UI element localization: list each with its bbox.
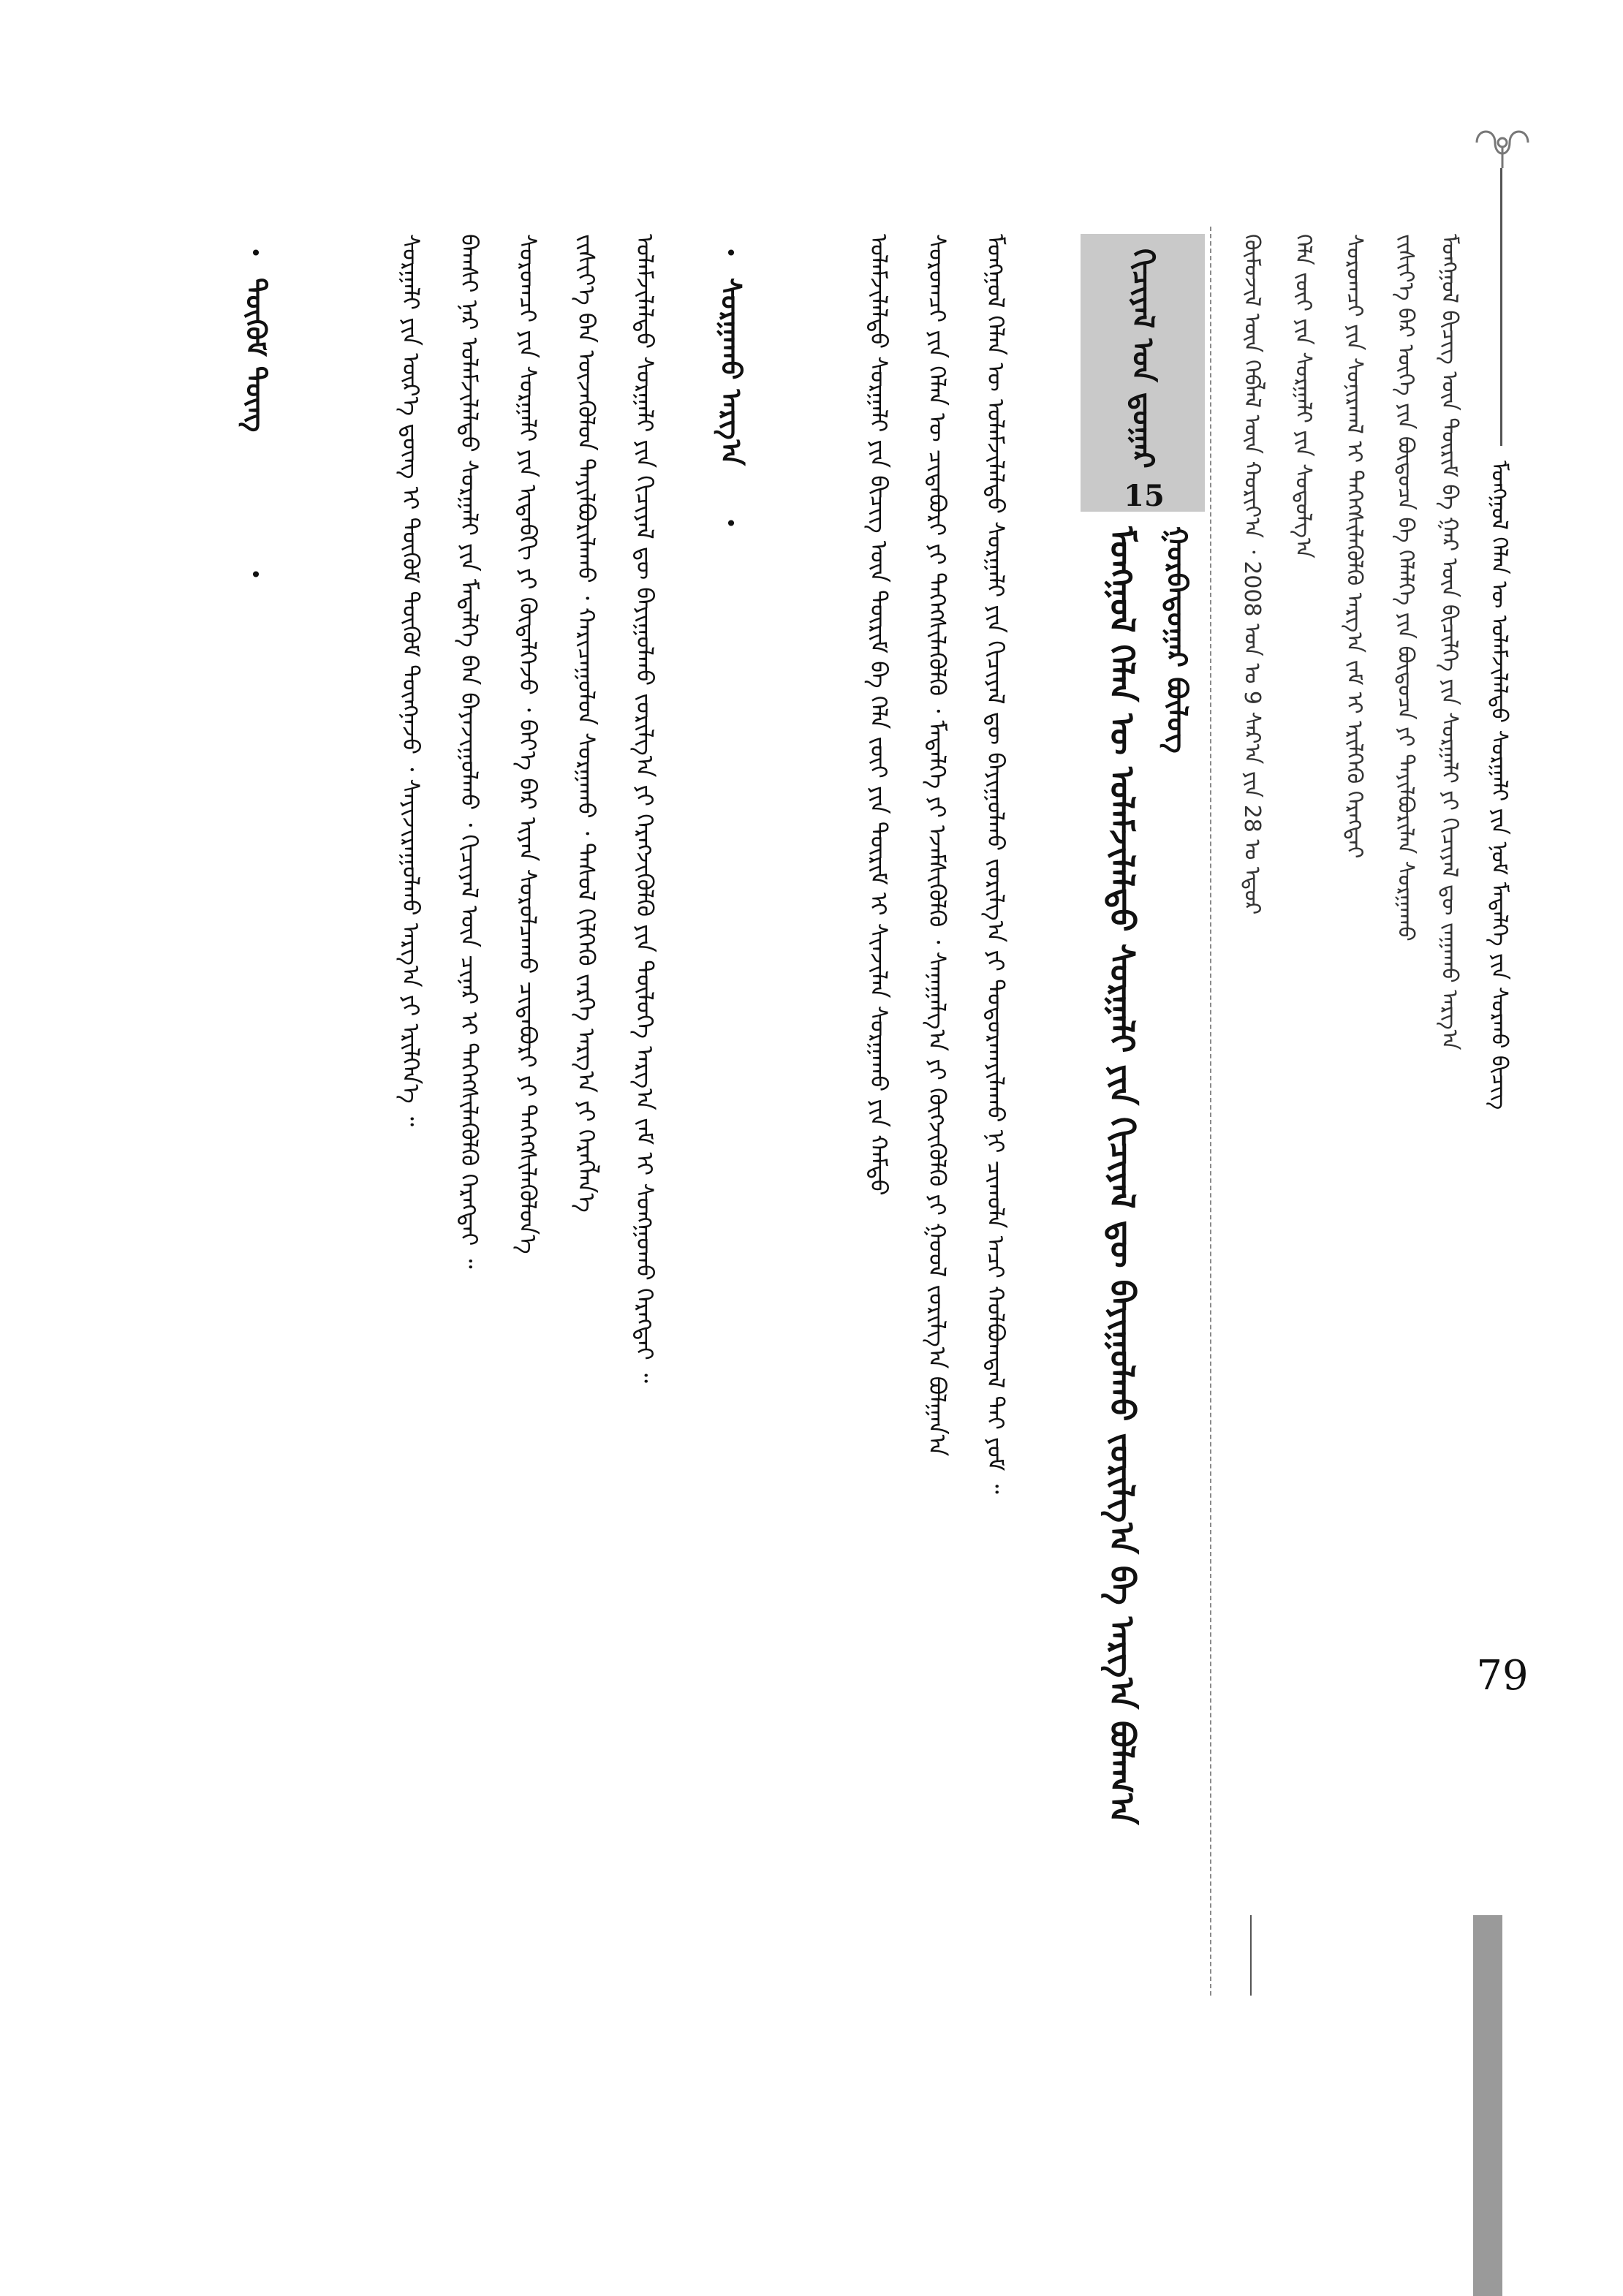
margin-tab <box>1473 1915 1502 2296</box>
bullet-icon: • <box>249 241 262 265</box>
footnote-rule <box>1250 1915 1252 1996</box>
header-rule <box>1500 168 1502 446</box>
lesson-number: 15 <box>1124 479 1165 513</box>
footnote-column: ᠬᠡᠯᠡ ᠵᠦᠢ ᠶᠢᠨ ᠰᠤᠷᠭᠠᠯᠢ ᠶᠢᠨ ᠰᠤᠳᠤᠯᠭ᠎ᠠ <box>1290 234 1316 558</box>
body-paragraph: ᠮᠣᠩᠭᠣᠯ ᠬᠡᠯᠡᠨ ᠦ ᠤᠯᠠᠮᠵᠢᠯᠠᠯᠲᠤ ᠰᠤᠷᠭᠠᠯᠢ ᠶᠢᠨ ᠬᠢᠴᠢᠶᠡᠯ ᠳᠦ ᠪᠠᠶᠢᠭᠤᠯᠬᠤ ᠵᠣᠷᠢᠯᠭ᠎ᠠ ᠶᠢ ᠲᠣᠳᠣᠷᠬᠠᠶᠢᠯᠠᠬᠤ ᠨᠢ ᠴᠢᠬᠤᠯᠠ ᠠᠴᠢ ᠬᠣᠯᠪᠣᠭᠳᠠᠯ ᠲᠠᠶ ᠶᠤᠮ ᠃ <box>982 234 1010 1494</box>
section-paragraph: ᠵᠢᠱᠢᠶ᠎ᠡ ᠪᠡᠨ ᠦᠵᠡᠭᠦᠯᠦᠨ ᠲᠠᠶᠢᠯᠪᠤᠷᠢᠯᠠᠬᠤ ᠂ ᠬᠠᠷᠢᠴᠠᠭᠤᠯᠤᠨ ᠰᠤᠷᠭᠠᠬᠤ ᠂ ᠳᠠᠰᠤᠯ ᠬᠢᠯᠭᠡᠬᠦ ᠵᠡᠷᠭᠡ ᠠᠷᠭ᠎ᠠ ᠶᠢ ᠬᠡᠷᠡᠭᠯᠡᠨ᠎ᠡ <box>572 234 600 1213</box>
lesson-label-box <box>1081 234 1205 512</box>
footnote-column: ᠮᠣᠩᠭᠣᠯ ᠪᠢᠴᠢᠭ ᠦᠨ ᠳᠦᠷᠢᠮ ᠪᠠ ᠭᠠᠷ ᠦᠨ ᠪᠢᠴᠢᠯᠭᠡ ᠶᠢᠨ ᠰᠤᠷᠭᠠᠯᠢ ᠶᠢ ᠬᠢᠴᠢᠶᠡᠯ ᠳᠦ ᠵᠠᠭᠠᠬᠤ ᠠᠷᠭ᠎ᠠ <box>1437 234 1462 1050</box>
section-paragraph: ᠪᠠᠭᠰᠢ ᠨᠠᠷ ᠤᠯᠠᠮᠵᠢᠯᠠᠯᠲᠤ ᠰᠤᠷᠭᠠᠯᠢ ᠶᠢᠨ ᠮᠡᠳᠡᠯᠭᠡ ᠪᠡᠨ ᠪᠠᠶᠠᠵᠢᠭᠤᠯᠬᠤ ᠂ ᠬᠢᠴᠢᠶᠡᠯ ᠦᠨ ᠴᠢᠨᠠᠷ ᠢ ᠳᠡᠭᠡᠭᠰᠢᠯᠡᠭᠦᠯᠬᠦ ᠬᠡᠷᠡᠭᠲᠡᠢ ᠃ <box>455 234 483 1269</box>
footnote-column: ᠬᠦᠮᠦᠵᠢᠯ ᠦᠨ ᠬᠡᠪᠯᠡᠯ ᠦᠨ ᠬᠣᠷᠢᠶ᠎ᠠ ᠂ 2008 ᠣᠨ ᠤ 9 ᠰᠠᠷ᠎ᠠ ᠶᠢᠨ 28 ᠤ ᠡᠳᠦᠷ <box>1239 234 1265 915</box>
section-divider <box>1210 227 1211 1996</box>
section-paragraph: ᠤᠯᠠᠮᠵᠢᠯᠠᠯᠲᠤ ᠰᠤᠷᠭᠠᠯᠢ ᠶᠢᠨ ᠬᠢᠴᠢᠶᠡᠯ ᠳᠦ ᠪᠠᠶᠢᠭᠤᠯᠬᠤ ᠵᠣᠷᠢᠯᠭ᠎ᠠ ᠶᠢ ᠬᠡᠷᠡᠭᠵᠢᠭᠦᠯᠬᠦ ᠶᠢᠨ ᠲᠥᠯᠥᠭᠡ ᠠᠷᠭ᠎ᠠ ᠵᠠᠮ ᠢ ᠰᠣᠩᠭᠣᠬᠤ ᠬᠡᠷᠡᠭᠲᠡᠢ ᠃ <box>631 234 659 1383</box>
lesson-heading: ᠭᠤᠷᠪᠠᠳᠤᠭᠠᠷ ᠪᠦᠯᠦᠭ <box>1161 526 1193 754</box>
closing-heading: ᠳᠦᠭᠦᠮ ᠳᠦᠩ <box>240 278 272 433</box>
running-header: ᠮᠣᠩᠭᠣᠯ ᠬᠡᠯᠡᠨ ᠦ ᠤᠯᠠᠮᠵᠢᠯᠠᠯᠲᠤ ᠰᠤᠷᠭᠠᠯᠢ ᠶᠢᠨ ᠨᠣᠮ ᠮᠡᠳᠡᠯᠭᠡ ᠶᠢᠨ ᠰᠤᠷᠬᠤ ᠪᠢᠴᠢᠭ <box>1486 461 1512 1110</box>
bullet-icon: • <box>725 512 738 536</box>
section-heading: ᠰᠤᠷᠭᠠᠬᠤ ᠠᠷᠭ᠎ᠠ <box>715 278 747 466</box>
body-paragraph: ᠰᠤᠷᠤᠭᠴᠢ ᠶᠢᠨ ᠬᠡᠯᠡᠨ ᠦ ᠴᠢᠳᠠᠪᠤᠷᠢ ᠶᠢ ᠳᠡᠭᠡᠭᠰᠢᠯᠡᠭᠦᠯᠬᠦ ᠂ ᠮᠡᠳᠡᠯᠭᠡ ᠶᠢ ᠡᠵᠡᠮᠰᠢᠭᠦᠯᠬᠦ ᠂ ᠰᠠᠨᠠᠭᠠᠯᠭ᠎ᠠ ᠶᠢ ᠬᠥᠭᠵᠢᠭᠦᠯᠬᠦ ᠶᠢ ᠭᠤᠤᠯ ᠵᠣᠷᠢᠯᠭ᠎ᠠ ᠪᠣᠯᠭᠠᠨ᠎ᠠ <box>923 234 951 1457</box>
page-number: 79 <box>1476 1652 1529 1700</box>
footnote-column: ᠰᠤᠷᠤᠭᠴᠢ ᠶᠢᠨ ᠰᠣᠨᠢᠷᠬᠠᠯ ᠢ ᠳᠡᠭᠡᠭᠰᠢᠯᠡᠭᠦᠯᠬᠦ ᠠᠷᠭ᠎ᠠ ᠵᠠᠮ ᠢ ᠡᠷᠢᠯᠬᠡᠬᠦ ᠬᠡᠷᠡᠭᠲᠡᠢ <box>1342 234 1367 859</box>
section-paragraph: ᠰᠤᠷᠭᠠᠯᠢ ᠶᠢᠨ ᠦᠷ᠎ᠡ ᠳ᠋ᠦᠩ ᠢ ᠳᠦᠭᠦᠮ ᠳᠦᠭᠦᠮ ᠳᠦᠩᠨᠡᠵᠦ ᠂ ᠰᠠᠶᠢᠵᠢᠷᠠᠭᠤᠯᠬᠤ ᠠᠷᠭ᠎ᠠ ᠶᠢ ᠡᠷᠢᠯᠬᠡᠨ᠎ᠡ ᠃ <box>397 234 425 1126</box>
lesson-title: ᠮᠣᠩᠭᠣᠯ ᠬᠡᠯᠡᠨ ᠦ ᠤᠯᠠᠮᠵᠢᠯᠠᠯᠲᠤ ᠰᠤᠷᠭᠠᠯᠢ ᠶᠢᠨ ᠬᠢᠴᠢᠶᠡᠯ ᠳᠦ ᠪᠠᠶᠢᠭᠤᠯᠬᠤ ᠵᠣᠷᠢᠯᠭ᠎ᠠ ᠪᠠ ᠠᠷᠭ᠎ᠠ ᠪᠣᠯᠠᠭ᠎ᠠ <box>1102 526 1142 1825</box>
footnote-column: ᠵᠢᠱᠢᠶ᠎ᠡ ᠪᠡᠷ ᠦᠭᠡ ᠶᠢᠨ ᠪᠦᠲᠦᠴᠡ ᠪᠠ ᠬᠡᠯᠡᠯᠭᠡ ᠶᠢᠨ ᠪᠦᠲᠦᠴᠡ ᠶᠢ ᠲᠠᠶᠢᠯᠪᠤᠷᠢᠯᠠᠨ ᠰᠤᠷᠭᠠᠬᠤ <box>1393 234 1418 941</box>
body-paragraph: ᠤᠯᠠᠮᠵᠢᠯᠠᠯᠲᠤ ᠰᠤᠷᠭᠠᠯᠢ ᠶᠢᠨ ᠪᠢᠴᠢᠭ ᠦᠨ ᠳᠦᠷᠢᠮ ᠪᠠ ᠬᠡᠯᠡ ᠵᠦᠢ ᠶᠢᠨ ᠳᠦᠷᠢᠮ ᠢ ᠰᠢᠨᠵᠢᠯᠡᠨ ᠰᠤᠷᠭᠠᠬᠤ ᠶᠢᠨ ᠬᠠᠮᠲᠤ <box>865 234 893 1196</box>
bullet-icon: • <box>725 241 738 265</box>
bullet-icon: • <box>249 563 262 587</box>
section-paragraph: ᠰᠤᠷᠤᠭᠴᠢ ᠶᠢᠨ ᠰᠤᠷᠭᠠᠯᠢ ᠶᠢᠨ ᠢᠳᠡᠪᠬᠢ ᠶᠢ ᠬᠥᠳᠡᠯᠭᠡᠵᠦ ᠂ ᠪᠡᠶ᠎ᠡ ᠪᠡᠷ ᠢᠶᠡᠨ ᠰᠤᠷᠤᠯᠴᠠᠬᠤ ᠴᠢᠳᠠᠪᠤᠷᠢ ᠶᠢ ᠳᠡᠭᠡᠭᠰᠢᠯᠡᠭᠦᠯᠦᠨ᠎ᠡ <box>514 234 542 1254</box>
lesson-label: ᠬᠢᠴᠢᠶᠡᠯ ᠤᠨ ᠳ᠋ᠤᠭᠠᠷ <box>1126 249 1159 469</box>
ornament-icon <box>1469 117 1535 168</box>
